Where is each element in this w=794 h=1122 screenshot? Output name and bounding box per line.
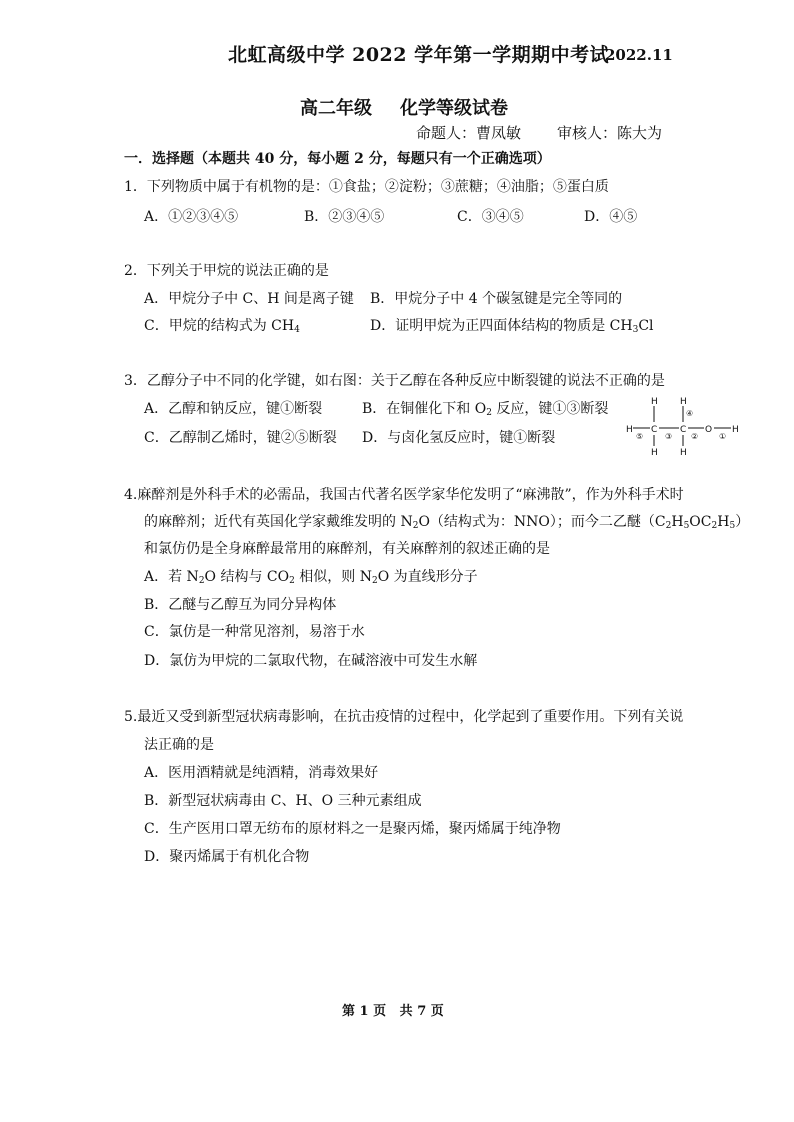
q2-stem: 2．下列关于甲烷的说法正确的是 [124, 263, 329, 279]
grade-label: 高二年级 [300, 98, 372, 119]
bond-label-1: ① [719, 432, 727, 441]
atom-c1: C [651, 425, 658, 435]
bond-label-4: ④ [686, 409, 694, 418]
q3-option-a: A．乙醇和钠反应，键①断裂 [144, 401, 323, 417]
q5-stem-line2: 法正确的是 [144, 737, 214, 753]
page-number: 第 1 页 共 7 页 [342, 1004, 444, 1019]
atom-c2: C [680, 425, 687, 435]
authors-line [416, 122, 662, 143]
q1-option-a: A．①②③④⑤ [144, 209, 239, 225]
q3-option-c: C．乙醇制乙烯时，键②⑤断裂 [144, 430, 337, 446]
q4-stem-line1: 4.麻醉剂是外科手术的必需品，我国古代著名医学家华佗发明了“麻沸散”，作为外科手术时 [124, 487, 684, 503]
q5-option-d: D．聚丙烯属于有机化合物 [144, 849, 310, 865]
exam-date: 2022.11 [605, 46, 673, 64]
q1-options [144, 206, 744, 226]
q2-option-d: D．证明甲烷为正四面体结构的物质是 $CH_3Cl$ [370, 318, 654, 335]
atom-h-bottom-right: H [680, 448, 687, 458]
ethanol-structure-diagram [622, 395, 742, 459]
q5-option-b: B．新型冠状病毒由 C、H、O 三种元素组成 [144, 793, 422, 809]
bond-label-3: ③ [665, 432, 673, 441]
q4-option-b: B．乙醚与乙醇互为同分异构体 [144, 597, 337, 613]
q1-stem: 1．下列物质中属于有机物的是：①食盐；②淀粉；③蔗糖；④油脂；⑤蛋白质 [124, 179, 609, 195]
atom-h-bottom-left: H [651, 448, 658, 458]
q4-option-c: C．氯仿是一种常见溶剂，易溶于水 [144, 624, 365, 640]
atom-o: O [705, 425, 713, 435]
q2-option-b: B．甲烷分子中 4 个碳氢键是完全等同的 [370, 291, 623, 307]
atom-h-hydroxyl: H [732, 425, 739, 435]
bond-label-5: ⑤ [636, 432, 644, 441]
q3-option-d: D．与卤化氢反应时，键①断裂 [362, 430, 556, 446]
atom-h-left: H [626, 425, 633, 435]
q5-option-a: A．医用酒精就是纯酒精，消毒效果好 [144, 765, 379, 781]
q4-stem-line3: 和氯仿仍是全身麻醉最常用的麻醉剂，有关麻醉剂的叙述正确的是 [144, 541, 550, 557]
exam-subtitle [300, 94, 508, 120]
author-label: 命题人：曹凤敏 [416, 124, 522, 142]
bond-label-2: ② [691, 432, 699, 441]
q2-option-c: C．甲烷的结构式为 $CH_4$ [144, 318, 300, 335]
q4-option-d: D．氯仿为甲烷的二氯取代物，在碱溶液中可发生水解 [144, 653, 478, 669]
q1-option-c: C．③④⑤ [457, 209, 524, 225]
q1-option-b: B．②③④⑤ [304, 209, 385, 225]
subject-label: 化学等级试卷 [400, 98, 508, 119]
q4-option-a: A．若 $N_2O$ 结构与 $CO_2$ 相似，则 $N_2O$ 为直线形分子 [144, 569, 478, 586]
atom-h-top-right: H [680, 397, 687, 407]
q3-stem: 3．乙醇分子中不同的化学键，如右图：关于乙醇在各种反应中断裂键的说法不正确的是 [124, 373, 665, 389]
q2-option-a: A．甲烷分子中 C、H 间是离子键 [144, 291, 354, 307]
reviewer-label: 审核人：陈大为 [557, 124, 663, 142]
section-title: 一．选择题（本题共 40 分，每小题 2 分，每题只有一个正确选项） [124, 151, 551, 167]
q5-stem-line1: 5.最近又受到新型冠状病毒影响，在抗击疫情的过程中，化学起到了重要作用。下列有关说 [124, 709, 684, 725]
atom-h-top-left: H [651, 397, 658, 407]
q5-option-c: C．生产医用口罩无纺布的原材料之一是聚丙烯，聚丙烯属于纯净物 [144, 821, 561, 837]
q1-option-d: D．④⑤ [584, 209, 638, 225]
q3-option-b: B．在铜催化下和 $O_2$ 反应，键①③断裂 [362, 401, 609, 418]
q4-stem-line2: 的麻醉剂；近代有英国化学家戴维发明的 $N_2O$（结构式为：NNO）；而今二乙醚$(C_2H_5OC_2H_5)$ [144, 514, 750, 531]
exam-title: 北虹高级中学 2022 学年第一学期期中考试 [228, 44, 610, 66]
